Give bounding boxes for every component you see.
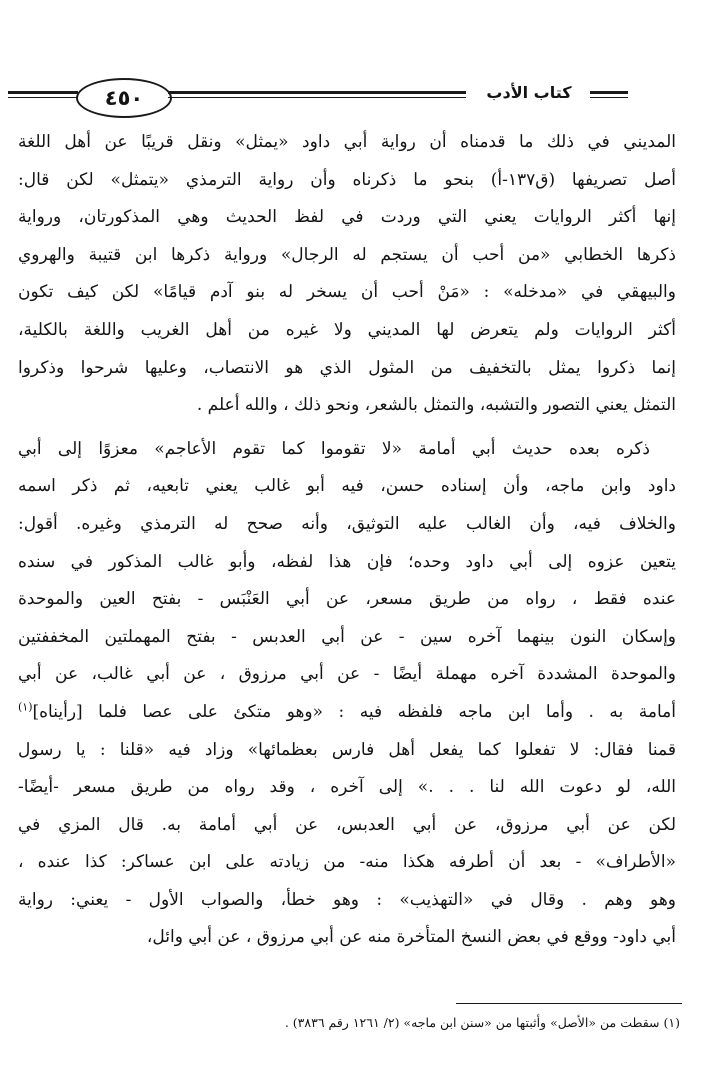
text-line-with-footnote — [18, 694, 676, 732]
page-number: ٤٥٠ — [76, 78, 172, 118]
text-line: عنده فقط ، رواه من طريق مسعر، عن أبي العَنْبَس - بفتح العين والموحدة — [18, 589, 676, 610]
text-line: والبيهقي في «مدخله» : «مَنْ أحب أن يسخر له بنو آدم قيامًا» لكن كيف تكون — [18, 282, 676, 303]
body-text — [18, 124, 676, 957]
header-rule-middle — [168, 91, 466, 94]
footnote-reference[interactable]: (١) — [18, 700, 33, 714]
header-rule-right-thin — [590, 97, 628, 98]
text-line: قمنا فقال: لا تفعلوا كما يفعل أهل فارس بعظمائها» وزاد فيه «قلنا : يا رسول — [18, 739, 676, 760]
text-line: إنما ذكروا يمثل بالتخفيف من المثول الذي هو الانتصاب، وعليها شرحوا وذكروا — [18, 357, 676, 378]
paragraph-1 — [18, 124, 676, 425]
text-line: لكن عن أبي مرزوق، عن أبي العدبس، عن أبي أمامة به. قال المزي في — [18, 814, 676, 835]
text-line: وإسكان النون بينهما آخره سين - عن أبي العدبس - بفتح المهملتين المخففتين — [18, 626, 676, 647]
text-line: والخلاف فيه، وأن الغالب عليه التوثيق، وأنه صحح له الترمذي وغيره. أقول: — [18, 513, 676, 534]
text-line: أصل تصريفها (ق١٣٧-أ) بنحو ما ذكرناه وأن رواية الترمذي «يتمثل» لكن قال: — [18, 169, 676, 190]
header-rule-right — [590, 91, 628, 94]
page-header — [0, 72, 703, 124]
text-line: وهو وهم . وقال في «التهذيب» : وهو خطأ، والصواب الأول - يعني: رواية — [18, 889, 676, 910]
footnote: (١) سقطت من «الأصل» وأثبتها من «سنن ابن ماجه» (٢/ ١٢٦١ رقم ٣٨٣٦) . — [284, 1015, 680, 1030]
text-line: والموحدة المشددة آخره مهملة أيضًا - عن أبي مرزوق ، عن أبي غالب، عن أبي — [18, 664, 676, 685]
book-title: كتاب الأدب — [486, 83, 572, 102]
text-line: أكثر الروايات ولم يتعرض لها المديني ولا غيره من أهل الغريب واللغة بالكلية، — [18, 319, 676, 340]
text-line: الله، لو دعوت الله لنا . . .» إلى آخره ، وقد رواه من طريق مسعر -أيضًا- — [18, 777, 676, 798]
header-rule-left — [8, 91, 78, 94]
text-line: داود وابن ماجه، وأن إسناده حسن، فيه أبو غالب يعني تابعيه، ثم ذكر اسمه — [18, 476, 676, 497]
header-rule-left-thin — [8, 97, 78, 98]
text-line: المديني في ذلك ما قدمناه أن رواية أبي داود «يمثل» ونقل قريبًا عن أهل اللغة — [18, 132, 676, 152]
text-line: يتعين عزوه إلى أبي داود وحده؛ فإن هذا لفظه، وأبو غالب المذكور في سنده — [18, 551, 676, 572]
text-line: ذكره بعده حديث أبي أمامة «لا تقوموا كما تقوم الأعاجم» معزوًا إلى أبي — [18, 438, 650, 459]
header-rule-middle-thin — [168, 97, 466, 98]
text-line: ذكرها الخطابي «من أحب أن يستجم له الرجال» ورواية ذكرها ابن قتيبة والهروي — [18, 244, 676, 265]
text-line: التمثل يعني التصور والتشبه، والتمثل بالشعر، ونحو ذلك ، والله أعلم . — [196, 395, 676, 416]
footnote-separator — [456, 1003, 682, 1004]
text-line-content: أمامة به . وأما ابن ماجه فلفظه فيه : «وهو متكئ على عصا فلما [رأيناه] — [32, 701, 676, 722]
text-line: إنها أكثر الروايات يعني التي وردت في لفظ الحديث وهي المذكورتان، ورواية — [18, 207, 676, 228]
text-line: أبي داود- ووقع في بعض النسخ المتأخرة منه عن أبي مرزوق ، عن أبي وائل، — [146, 927, 676, 948]
paragraph-2 — [18, 431, 676, 957]
text-line: «الأطراف» - بعد أن أطرفه هكذا منه- من زيادته على ابن عساكر: كذا عنده ، — [18, 852, 676, 873]
